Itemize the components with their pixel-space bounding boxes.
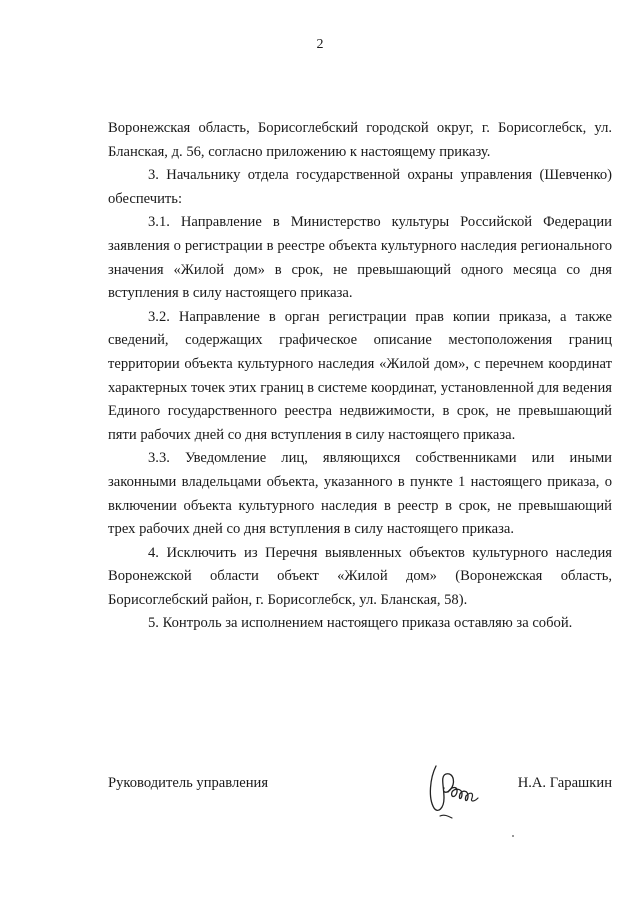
- signature-block: [108, 772, 612, 832]
- paragraph-item-3-3: 3.3. Уведомление лиц, являющихся собственниками или иными законными владельцами объекта, указанного в пункте 1 настоящего приказа, о включении объекта культурного наследия в реестр в срок, не превышающий трех рабочих дней со дня вступления в силу настоящего приказа.: [108, 450, 612, 538]
- signer-name: Н.А. Гарашкин: [517, 775, 612, 791]
- paragraph-item-4: 4. Исключить из Перечня выявленных объектов культурного наследия Воронежской области объект «Жилой дом» (Воронежская область, Борисоглебский район, г. Борисоглебск, ул. Бланская, 58).: [108, 544, 612, 608]
- paragraph-item-3-1: 3.1. Направление в Министерство культуры Российской Федерации заявления о регистрации в реестре объекта культурного наследия регионального значения «Жилой дом» в срок, не превышающий одного месяца со дня вступления в силу настоящего приказа.: [108, 214, 612, 302]
- paragraph-item-5: 5. Контроль за исполнением настоящего приказа оставляю за собой.: [148, 615, 573, 632]
- handwritten-signature-icon: [426, 758, 486, 822]
- scan-speck: [512, 835, 514, 837]
- paragraph-address-continuation: Воронежская область, Борисоглебский городской округ, г. Борисоглебск, ул. Бланская, д. 56, согласно приложению к настоящему приказу.: [108, 120, 612, 160]
- paragraph-item-3: 3. Начальнику отдела государственной охраны управления (Шевченко) обеспечить:: [108, 167, 612, 207]
- paragraph-item-3-2: 3.2. Направление в орган регистрации прав копии приказа, а также сведений, содержащих графическое описание местоположения границ территории объекта культурного наследия «Жилой дом», с перечнем координат характерных точек этих границ в системе координат, установленной для ведения Единого государственного реестра недвижимости, в срок, не превышающий пяти рабочих дней со дня вступления в силу настоящего приказа.: [108, 308, 612, 443]
- document-body: [108, 117, 612, 636]
- signer-position: Руководитель управления: [108, 775, 269, 791]
- page-number: 2: [316, 37, 324, 52]
